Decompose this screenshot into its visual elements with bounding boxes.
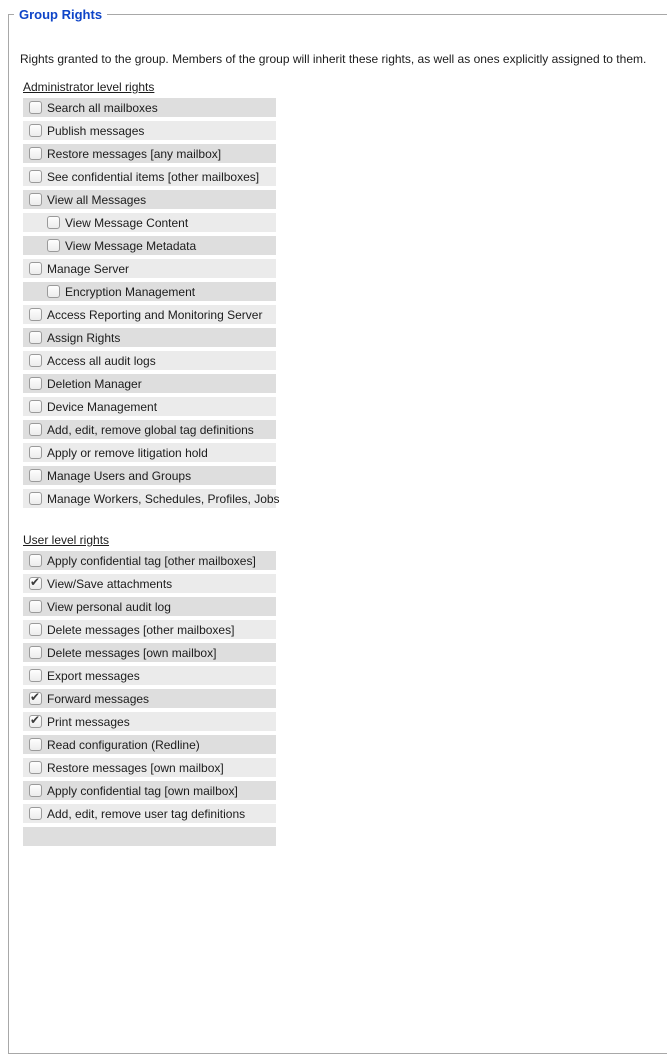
checkbox[interactable] — [29, 423, 42, 436]
right-label: Access all audit logs — [47, 353, 156, 368]
right-row[interactable] — [23, 666, 276, 685]
right-label: View/Save attachments — [47, 576, 173, 591]
rights-sections — [9, 80, 667, 846]
right-row[interactable] — [23, 712, 276, 731]
right-label: Encryption Management — [65, 284, 196, 299]
checkbox[interactable] — [29, 692, 42, 705]
right-label: View Message Content — [65, 215, 189, 230]
right-row[interactable] — [23, 259, 276, 278]
right-row[interactable] — [23, 236, 276, 255]
checkbox[interactable] — [29, 101, 42, 114]
checkbox[interactable] — [29, 446, 42, 459]
checkbox[interactable] — [29, 354, 42, 367]
right-row[interactable] — [23, 643, 276, 662]
panel-description: Rights granted to the group. Members of the group will inherit these rights, as well as ones explicitly assigned to them. — [20, 52, 647, 66]
checkbox[interactable] — [29, 554, 42, 567]
right-row[interactable] — [23, 551, 276, 570]
checkbox[interactable] — [29, 308, 42, 321]
right-label: Delete messages [other mailboxes] — [47, 622, 235, 637]
checkbox[interactable] — [29, 170, 42, 183]
right-label: Search all mailboxes — [47, 100, 158, 115]
right-label: Read configuration (Redline) — [47, 737, 200, 752]
checkbox[interactable] — [29, 807, 42, 820]
checkbox[interactable] — [29, 600, 42, 613]
checkbox[interactable] — [29, 262, 42, 275]
checkbox[interactable] — [29, 669, 42, 682]
panel-legend: Group Rights — [14, 6, 107, 23]
check-icon: ✔ — [30, 575, 41, 589]
right-label: Add, edit, remove user tag definitions — [47, 806, 246, 821]
right-row[interactable] — [23, 282, 276, 301]
checkbox[interactable] — [47, 216, 60, 229]
checkbox[interactable] — [29, 492, 42, 505]
right-row[interactable] — [23, 167, 276, 186]
right-label: View all Messages — [47, 192, 147, 207]
right-label: See confidential items [other mailboxes] — [47, 169, 260, 184]
checkbox[interactable] — [47, 239, 60, 252]
group-rights-fieldset — [8, 7, 667, 1054]
checkbox[interactable] — [29, 147, 42, 160]
check-icon: ✔ — [30, 690, 41, 704]
right-row[interactable] — [23, 121, 276, 140]
right-row-partial[interactable] — [23, 827, 276, 846]
right-row[interactable] — [23, 420, 276, 439]
right-row[interactable] — [23, 397, 276, 416]
right-label: Assign Rights — [47, 330, 121, 345]
checkbox[interactable] — [29, 124, 42, 137]
checkbox[interactable] — [29, 400, 42, 413]
checkbox[interactable] — [29, 469, 42, 482]
checkbox[interactable] — [29, 761, 42, 774]
section-heading: User level rights — [23, 533, 110, 547]
right-row[interactable] — [23, 213, 276, 232]
right-row[interactable] — [23, 781, 276, 800]
right-label: Apply or remove litigation hold — [47, 445, 208, 460]
checkbox[interactable] — [29, 784, 42, 797]
section-heading: Administrator level rights — [23, 80, 155, 94]
right-label: Publish messages — [47, 123, 145, 138]
right-label: Apply confidential tag [other mailboxes] — [47, 553, 256, 568]
right-label: View personal audit log — [47, 599, 171, 614]
checkbox[interactable] — [29, 331, 42, 344]
right-row[interactable] — [23, 328, 276, 347]
right-row[interactable] — [23, 574, 276, 593]
checkbox[interactable] — [29, 646, 42, 659]
right-row[interactable] — [23, 466, 276, 485]
right-label: Restore messages [own mailbox] — [47, 760, 224, 775]
checkbox[interactable] — [29, 738, 42, 751]
right-label: Access Reporting and Monitoring Server — [47, 307, 263, 322]
checkbox[interactable] — [29, 377, 42, 390]
checkbox[interactable] — [47, 285, 60, 298]
checkbox[interactable] — [29, 193, 42, 206]
right-label: Forward messages — [47, 691, 150, 706]
right-label: Apply confidential tag [own mailbox] — [47, 783, 238, 798]
right-label: Deletion Manager — [47, 376, 142, 391]
right-row[interactable] — [23, 443, 276, 462]
rights-section — [23, 80, 667, 508]
checkbox[interactable] — [29, 715, 42, 728]
rights-section — [23, 533, 667, 846]
checkbox[interactable] — [29, 577, 42, 590]
right-row[interactable] — [23, 98, 276, 117]
right-label: Device Management — [47, 399, 158, 414]
right-label: Add, edit, remove global tag definitions — [47, 422, 254, 437]
right-row[interactable] — [23, 190, 276, 209]
right-label: Manage Server — [47, 261, 130, 276]
right-row[interactable] — [23, 144, 276, 163]
right-row[interactable] — [23, 597, 276, 616]
right-row[interactable] — [23, 620, 276, 639]
right-label: View Message Metadata — [65, 238, 197, 253]
right-label: Export messages — [47, 668, 140, 683]
right-row[interactable] — [23, 489, 280, 508]
right-row[interactable] — [23, 305, 276, 324]
right-row[interactable] — [23, 804, 276, 823]
check-icon: ✔ — [30, 713, 41, 727]
checkbox[interactable] — [29, 623, 42, 636]
right-label: Print messages — [47, 714, 130, 729]
right-row[interactable] — [23, 758, 276, 777]
right-row[interactable] — [23, 351, 276, 370]
right-label: Manage Workers, Schedules, Profiles, Jobs — [47, 491, 280, 506]
right-label: Delete messages [own mailbox] — [47, 645, 217, 660]
right-row[interactable] — [23, 374, 276, 393]
right-row[interactable] — [23, 735, 276, 754]
right-row[interactable] — [23, 689, 276, 708]
right-label: Restore messages [any mailbox] — [47, 146, 222, 161]
right-label: Manage Users and Groups — [47, 468, 192, 483]
